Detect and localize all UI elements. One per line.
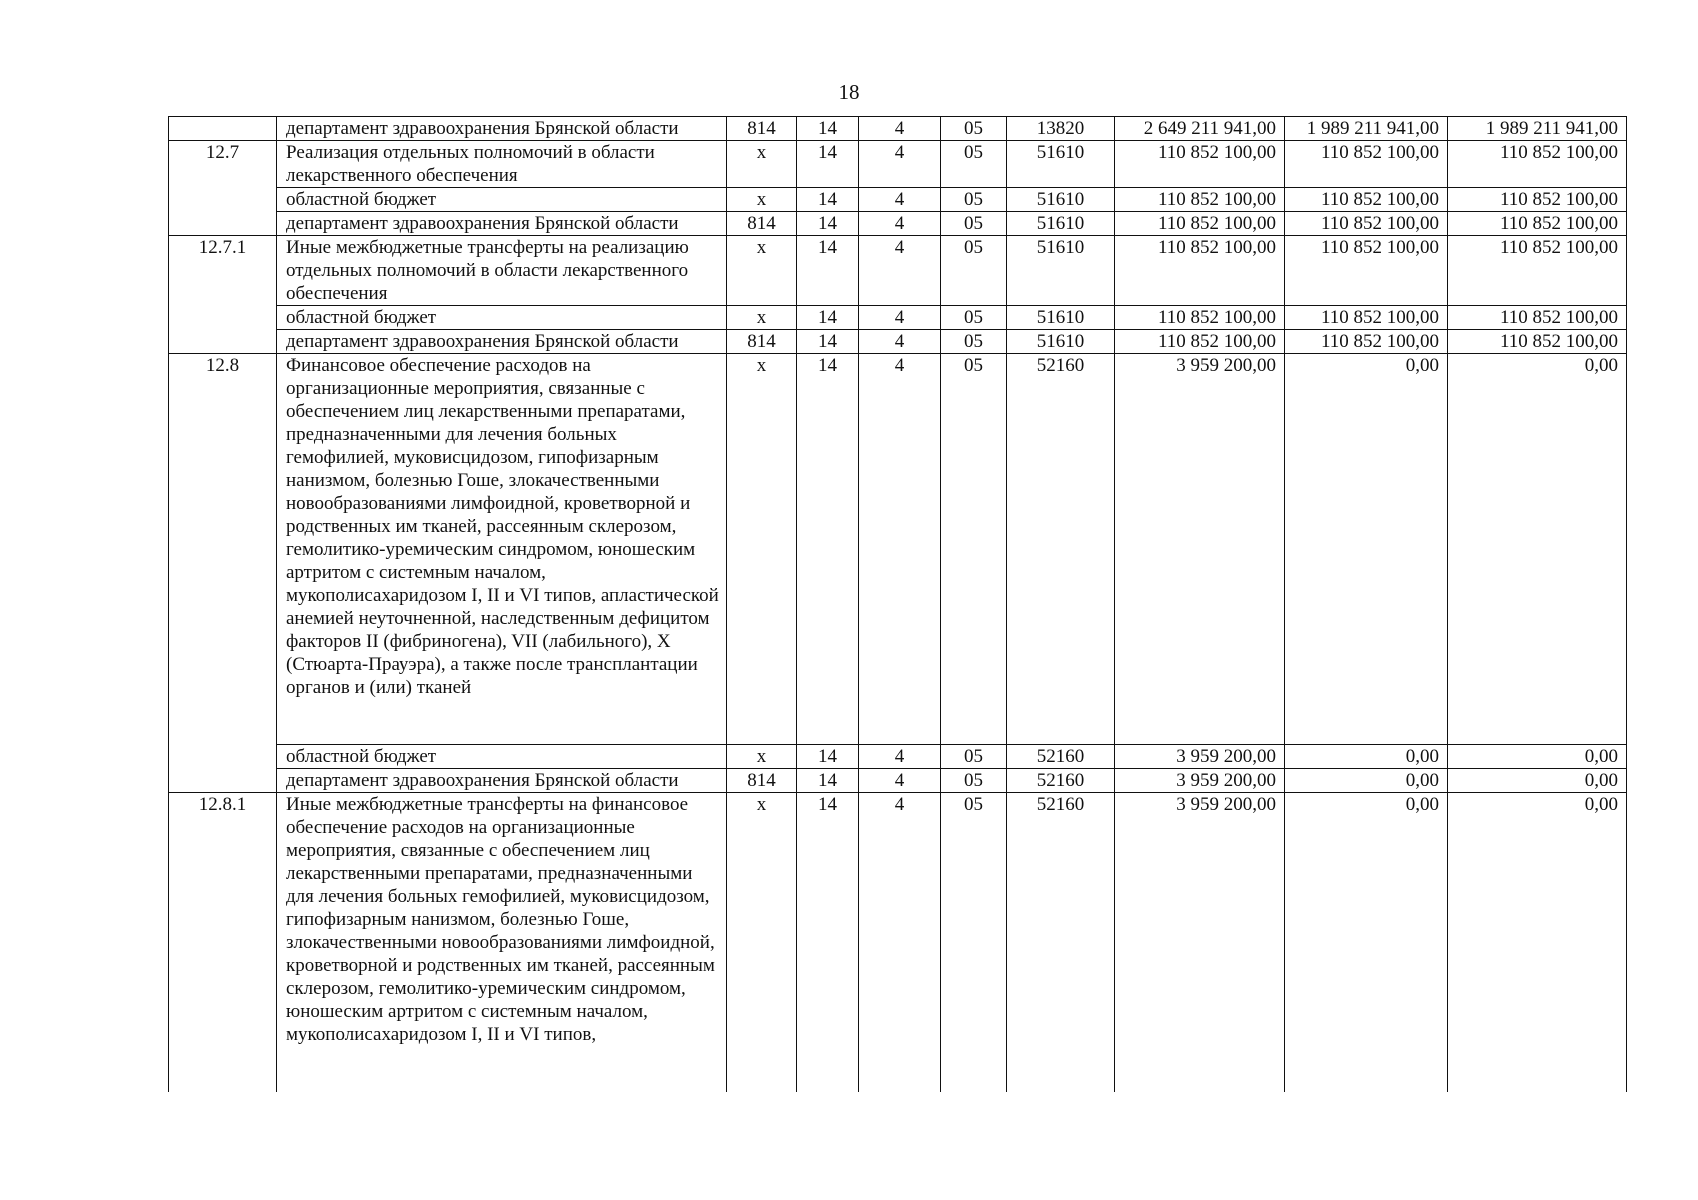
grbs-code: х <box>727 188 797 212</box>
subsection-code: 4 <box>859 793 941 1092</box>
subsection-code: 4 <box>859 141 941 188</box>
grbs-code: 814 <box>727 769 797 793</box>
amount-year-3: 110 852 100,00 <box>1448 212 1627 236</box>
amount-year-2: 110 852 100,00 <box>1285 306 1448 330</box>
grbs-code: 814 <box>727 212 797 236</box>
section-code: 14 <box>797 141 859 188</box>
target-item-code-2: 51610 <box>1007 188 1115 212</box>
amount-year-2: 110 852 100,00 <box>1285 188 1448 212</box>
amount-year-2: 110 852 100,00 <box>1285 330 1448 354</box>
target-item-code-1: 05 <box>941 212 1007 236</box>
subsection-code: 4 <box>859 117 941 141</box>
amount-year-1: 110 852 100,00 <box>1115 188 1285 212</box>
section-code: 14 <box>797 793 859 1092</box>
table-row <box>169 745 1627 769</box>
subsection-code: 4 <box>859 769 941 793</box>
amount-year-1: 3 959 200,00 <box>1115 745 1285 769</box>
target-item-code-1: 05 <box>941 745 1007 769</box>
target-item-code-2: 51610 <box>1007 330 1115 354</box>
section-code: 14 <box>797 745 859 769</box>
amount-year-3: 110 852 100,00 <box>1448 188 1627 212</box>
target-item-code-1: 05 <box>941 354 1007 745</box>
row-description: Иные межбюджетные трансферты на реализацию отдельных полномочий в области лекарственного обеспечения <box>277 236 727 306</box>
amount-year-1: 110 852 100,00 <box>1115 330 1285 354</box>
target-item-code-2: 52160 <box>1007 745 1115 769</box>
target-item-code-1: 05 <box>941 330 1007 354</box>
amount-year-1: 3 959 200,00 <box>1115 769 1285 793</box>
subsection-code: 4 <box>859 330 941 354</box>
row-description: департамент здравоохранения Брянской области <box>277 330 727 354</box>
table-row <box>169 306 1627 330</box>
grbs-code: х <box>727 354 797 745</box>
subsection-code: 4 <box>859 236 941 306</box>
row-description: Реализация отдельных полномочий в области лекарственного обеспечения <box>277 141 727 188</box>
subsection-code: 4 <box>859 745 941 769</box>
amount-year-1: 3 959 200,00 <box>1115 354 1285 745</box>
amount-year-3: 110 852 100,00 <box>1448 236 1627 306</box>
budget-table <box>168 116 1627 1092</box>
subsection-code: 4 <box>859 188 941 212</box>
grbs-code: х <box>727 306 797 330</box>
amount-year-3: 0,00 <box>1448 769 1627 793</box>
target-item-code-1: 05 <box>941 236 1007 306</box>
grbs-code: х <box>727 141 797 188</box>
section-code: 14 <box>797 306 859 330</box>
target-item-code-2: 51610 <box>1007 212 1115 236</box>
section-code: 14 <box>797 354 859 745</box>
row-description: областной бюджет <box>277 188 727 212</box>
amount-year-2: 0,00 <box>1285 793 1448 1092</box>
amount-year-2: 1 989 211 941,00 <box>1285 117 1448 141</box>
target-item-code-1: 05 <box>941 141 1007 188</box>
section-code: 14 <box>797 117 859 141</box>
row-number: 12.7 <box>169 141 277 236</box>
amount-year-3: 110 852 100,00 <box>1448 141 1627 188</box>
amount-year-3: 0,00 <box>1448 793 1627 1092</box>
subsection-code: 4 <box>859 306 941 330</box>
row-description: Финансовое обеспечение расходов на организационные мероприятия, связанные с обеспечением лиц лекарственными препаратами, предназначенными для лечения больных гемофилией, муковисцидозом, гипофизарным нанизмом, болезнью Гоше, злокачественными новообразованиями лимфоидной, кроветворной и родственных им тканей, рассеянным склерозом, гемолитико-уремическим синдромом, юношеским артритом с системным началом, мукополисахаридозом I, II и VI типов, апластической анемией неуточненной, наследственным дефицитом факторов II (фибриногена), VII (лабильного), X (Стюарта-Прауэра), а также после трансплантации органов и (или) тканей <box>277 354 727 745</box>
table-body <box>169 117 1627 1092</box>
section-code: 14 <box>797 236 859 306</box>
grbs-code: х <box>727 745 797 769</box>
table-row <box>169 236 1627 306</box>
grbs-code: 814 <box>727 330 797 354</box>
subsection-code: 4 <box>859 212 941 236</box>
row-number: 12.8.1 <box>169 793 277 1092</box>
subsection-code: 4 <box>859 354 941 745</box>
amount-year-1: 110 852 100,00 <box>1115 236 1285 306</box>
target-item-code-2: 52160 <box>1007 769 1115 793</box>
target-item-code-1: 05 <box>941 306 1007 330</box>
amount-year-3: 110 852 100,00 <box>1448 306 1627 330</box>
section-code: 14 <box>797 769 859 793</box>
section-code: 14 <box>797 330 859 354</box>
table-row <box>169 141 1627 188</box>
row-description: областной бюджет <box>277 306 727 330</box>
table-row <box>169 769 1627 793</box>
target-item-code-1: 05 <box>941 769 1007 793</box>
amount-year-2: 0,00 <box>1285 769 1448 793</box>
target-item-code-1: 05 <box>941 188 1007 212</box>
grbs-code: х <box>727 236 797 306</box>
row-description: областной бюджет <box>277 745 727 769</box>
table-row <box>169 188 1627 212</box>
section-code: 14 <box>797 188 859 212</box>
amount-year-2: 0,00 <box>1285 745 1448 769</box>
amount-year-1: 110 852 100,00 <box>1115 212 1285 236</box>
amount-year-1: 110 852 100,00 <box>1115 141 1285 188</box>
row-description: департамент здравоохранения Брянской области <box>277 117 727 141</box>
table-row <box>169 330 1627 354</box>
amount-year-2: 0,00 <box>1285 354 1448 745</box>
target-item-code-1: 05 <box>941 117 1007 141</box>
row-description: Иные межбюджетные трансферты на финансовое обеспечение расходов на организационные мероприятия, связанные с обеспечением лиц лекарственными препаратами, предназначенными для лечения больных гемофилией, муковисцидозом, гипофизарным нанизмом, болезнью Гоше, злокачественными новообразованиями лимфоидной, кроветворной и родственных им тканей, рассеянным склерозом, гемолитико-уремическим синдромом, юношеским артритом с системным началом, мукополисахаридозом I, II и VI типов, <box>277 793 727 1092</box>
grbs-code: х <box>727 793 797 1092</box>
section-code: 14 <box>797 212 859 236</box>
amount-year-1: 2 649 211 941,00 <box>1115 117 1285 141</box>
table-row <box>169 212 1627 236</box>
amount-year-2: 110 852 100,00 <box>1285 236 1448 306</box>
amount-year-3: 110 852 100,00 <box>1448 330 1627 354</box>
amount-year-1: 110 852 100,00 <box>1115 306 1285 330</box>
table-row <box>169 354 1627 745</box>
amount-year-2: 110 852 100,00 <box>1285 141 1448 188</box>
page-number: 18 <box>838 80 860 104</box>
amount-year-3: 0,00 <box>1448 745 1627 769</box>
target-item-code-1: 05 <box>941 793 1007 1092</box>
grbs-code: 814 <box>727 117 797 141</box>
target-item-code-2: 13820 <box>1007 117 1115 141</box>
table-row <box>169 793 1627 1092</box>
row-description: департамент здравоохранения Брянской области <box>277 212 727 236</box>
row-number: 12.7.1 <box>169 236 277 354</box>
amount-year-1: 3 959 200,00 <box>1115 793 1285 1092</box>
target-item-code-2: 52160 <box>1007 354 1115 745</box>
row-description: департамент здравоохранения Брянской области <box>277 769 727 793</box>
row-number: 12.8 <box>169 354 277 793</box>
amount-year-3: 1 989 211 941,00 <box>1448 117 1627 141</box>
table-row <box>169 117 1627 141</box>
amount-year-2: 110 852 100,00 <box>1285 212 1448 236</box>
target-item-code-2: 51610 <box>1007 306 1115 330</box>
target-item-code-2: 51610 <box>1007 141 1115 188</box>
row-number <box>169 117 277 141</box>
amount-year-3: 0,00 <box>1448 354 1627 745</box>
target-item-code-2: 51610 <box>1007 236 1115 306</box>
target-item-code-2: 52160 <box>1007 793 1115 1092</box>
